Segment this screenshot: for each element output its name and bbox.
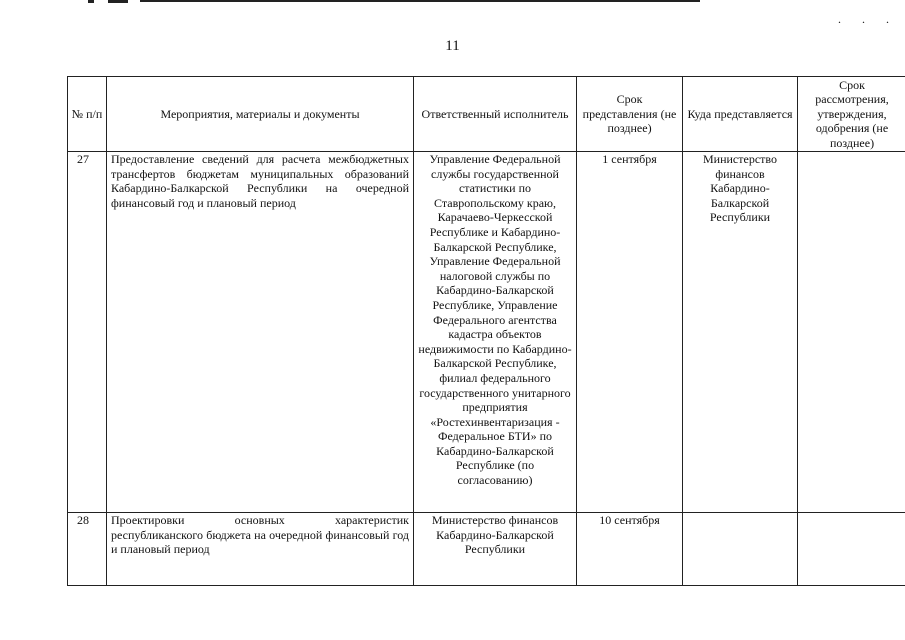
- row-recipient: Министерство финансов Кабардино-Балкарской Республики: [683, 152, 798, 513]
- top-rule: [140, 0, 700, 2]
- row-deadline: 1 сентября: [577, 152, 683, 513]
- table-row: [68, 513, 905, 586]
- page-number: 11: [445, 38, 460, 54]
- row-number: 28: [68, 513, 107, 586]
- row-activity: Проектировки основных характеристик республиканского бюджета на очередной финансовый год и плановый период: [107, 513, 414, 586]
- header-recipient: Куда представляется: [683, 77, 798, 152]
- row-review: [798, 513, 905, 586]
- row-number: 27: [68, 152, 107, 513]
- schedule-table: [67, 76, 905, 586]
- header-activity: Мероприятия, материалы и документы: [107, 77, 414, 152]
- table-header-row: [68, 77, 905, 152]
- row-executor: Управление Федеральной службы государственной статистики по Ставропольскому краю, Карачаево-Черкесской Республике и Кабардино-Балкарской Республике, Управление Федеральной налоговой службы по Кабардино-Балкарской Республике, Управление Федерального агентства кадастра объектов недвижимости по Кабардино-Балкарской Республике, филиал федерального государственного унитарного предприятия «Ростехинвентаризация - Федеральное БТИ» по Кабардино-Балкарской Республике (по согласованию): [414, 152, 577, 513]
- header-executor: Ответственный исполнитель: [414, 77, 577, 152]
- scan-mark: [108, 0, 128, 3]
- scan-dots: . . .: [838, 12, 898, 26]
- row-deadline: 10 сентября: [577, 513, 683, 586]
- scan-mark: [88, 0, 94, 3]
- row-recipient: [683, 513, 798, 586]
- table-row: [68, 152, 905, 513]
- header-deadline: Срок представления (не позднее): [577, 77, 683, 152]
- row-executor: Министерство финансов Кабардино-Балкарской Республики: [414, 513, 577, 586]
- row-review: [798, 152, 905, 513]
- row-activity: Предоставление сведений для расчета межбюджетных трансфертов бюджетам муниципальных образований Кабардино-Балкарской Республики на очередной финансовый год и плановый период: [107, 152, 414, 513]
- header-number: № п/п: [68, 77, 107, 152]
- header-review: Срок рассмотрения, утверждения, одобрения (не позднее): [798, 77, 905, 152]
